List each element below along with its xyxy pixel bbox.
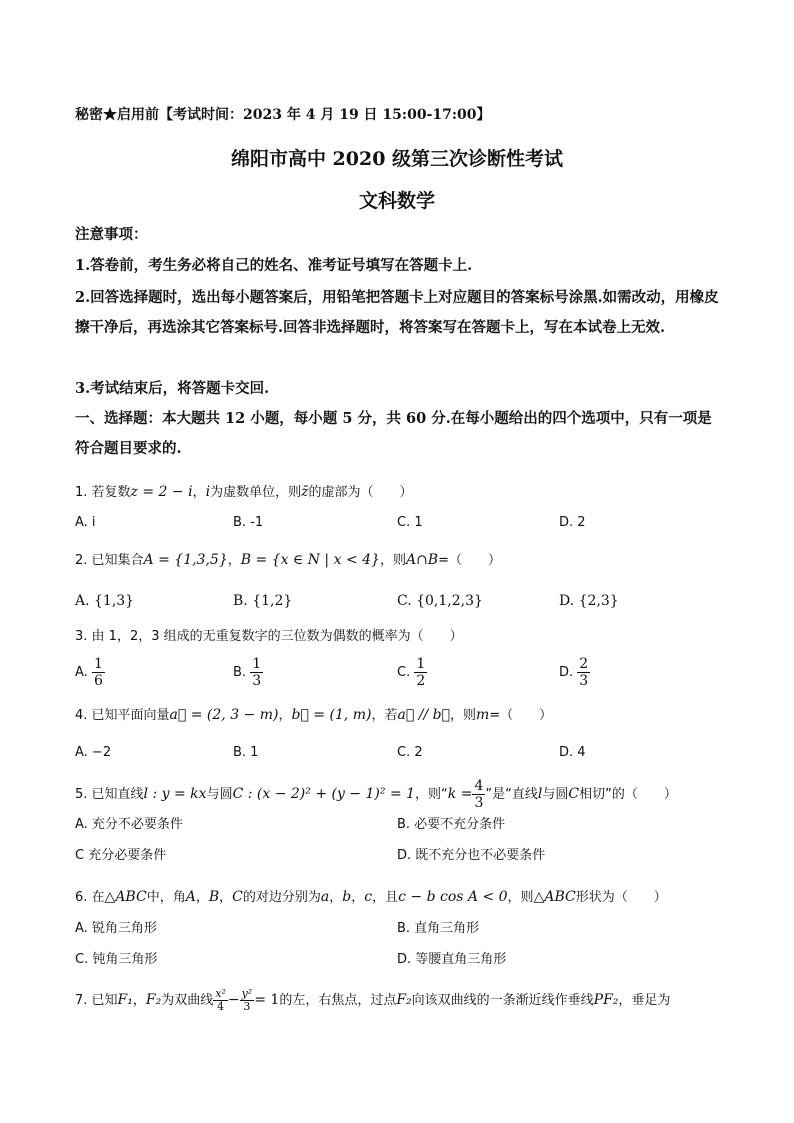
q1-option-a: A. i bbox=[75, 515, 96, 530]
q5-option-b: B. 必要不充分条件 bbox=[397, 817, 506, 832]
q1-option-b: B. -1 bbox=[233, 515, 264, 530]
q3-b-fraction: $\frac{1}{3}$ bbox=[252, 656, 262, 689]
q3-option-d: D. $\frac{2}{3}$ bbox=[559, 656, 589, 689]
q3-option-b: B. $\frac{1}{3}$ bbox=[233, 656, 262, 689]
q3-a-fraction: $\frac{1}{6}$ bbox=[93, 656, 103, 689]
q5-option-c: C 充分必要条件 bbox=[75, 848, 167, 863]
q6-option-d: D. 等腰直角三角形 bbox=[397, 952, 507, 967]
question-3: 3. 由 1，2，3 组成的无重复数字的三位数为偶数的概率为（ ） bbox=[75, 629, 463, 644]
q6-option-c: C. 钝角三角形 bbox=[75, 952, 158, 967]
q2-option-b: B. {1,2} bbox=[233, 593, 293, 609]
q5-option-a: A. 充分不必要条件 bbox=[75, 817, 183, 832]
q2-option-c: C. {0,1,2,3} bbox=[397, 593, 483, 609]
q6-option-a: A. 锐角三角形 bbox=[75, 921, 157, 936]
q1-option-d: D. 2 bbox=[559, 515, 586, 530]
question-5: 5. 已知直线l : y = kx与圆C : (x − 2)² + (y − 1)² = 1，则“k = $\frac{4}{3}$ ”是“直线l与圆C相切”的（ ） bbox=[75, 778, 677, 811]
q5-fraction: $\frac{4}{3}$ bbox=[474, 778, 484, 811]
question-6: 6. 在△ABC中，角A，B，C的对边分别为a，b，c，且c − b cos A < 0，则△ABC形状为（ ） bbox=[75, 889, 667, 905]
note-item-2: 2.回答选择题时，选出每小题答案后，用铅笔把答题卡上对应题目的答案标号涂黑.如需改动，用橡皮擦干净后，再选涂其它答案标号.回答非选择题时，将答案写在答题卡上，写在本试卷上无效. bbox=[75, 289, 719, 336]
q3-c-fraction: $\frac{1}{2}$ bbox=[416, 656, 426, 689]
q7-fraction-y: $\frac{\text{y²}}{3}$ bbox=[241, 987, 253, 1013]
q5-option-d: D. 既不充分也不必要条件 bbox=[397, 848, 546, 863]
q4-option-d: D. 4 bbox=[559, 745, 586, 760]
confidential-header: 秘密★启用前【考试时间：2023 年 4 月 19 日 15:00-17:00】 bbox=[75, 107, 491, 123]
question-7: 7. 已知F₁，F₂为双曲线 $\frac{\text{x²}}{4}$ − $\frac{\text{y²}}{3}$ = 1的左，右焦点，过点F₂向该双曲线的一条渐近线作垂线PF₂，垂足为 bbox=[75, 987, 671, 1013]
q4-option-a: A. −2 bbox=[75, 745, 112, 760]
question-4: 4. 已知平面向量a⃗ = (2, 3 − m)，b⃗ = (1, m)，若a⃗ // b⃗，则m=（ ） bbox=[75, 707, 553, 723]
note-item-3: 3.考试结束后，将答题卡交回. bbox=[75, 380, 270, 397]
q3-option-a: A. $\frac{1}{6}$ bbox=[75, 656, 103, 689]
q7-fraction-x: $\frac{\text{x²}}{4}$ bbox=[215, 987, 226, 1013]
q4-option-b: B. 1 bbox=[233, 745, 259, 760]
q2-option-a: A. {1,3} bbox=[75, 593, 135, 609]
question-2: 2. 已知集合A = {1,3,5}，B = {x ∈ N | x < 4}，则A∩B=（ ） bbox=[75, 552, 502, 568]
q4-option-c: C. 2 bbox=[397, 745, 423, 760]
exam-title: 绵阳市高中 2020 级第三次诊断性考试 bbox=[230, 148, 564, 170]
q1-option-c: C. 1 bbox=[397, 515, 423, 530]
q3-option-c: C. $\frac{1}{2}$ bbox=[397, 656, 426, 689]
q3-d-fraction: $\frac{2}{3}$ bbox=[579, 656, 589, 689]
q6-option-b: B. 直角三角形 bbox=[397, 921, 480, 936]
section-heading: 一、选择题：本大题共 12 小题，每小题 5 分，共 60 分.在每小题给出的四个选项中，只有一项是符合题目要求的. bbox=[75, 410, 712, 457]
exam-subtitle: 文科数学 bbox=[358, 190, 435, 212]
notes-heading: 注意事项： bbox=[75, 226, 148, 243]
question-1: 1. 若复数z = 2 − i，i为虚数单位，则z̄的虚部为（ ） bbox=[75, 484, 413, 500]
note-item-1: 1.答卷前，考生务必将自己的姓名、准考证号填写在答题卡上. bbox=[75, 257, 473, 274]
q2-option-d: D. {2,3} bbox=[559, 593, 619, 609]
